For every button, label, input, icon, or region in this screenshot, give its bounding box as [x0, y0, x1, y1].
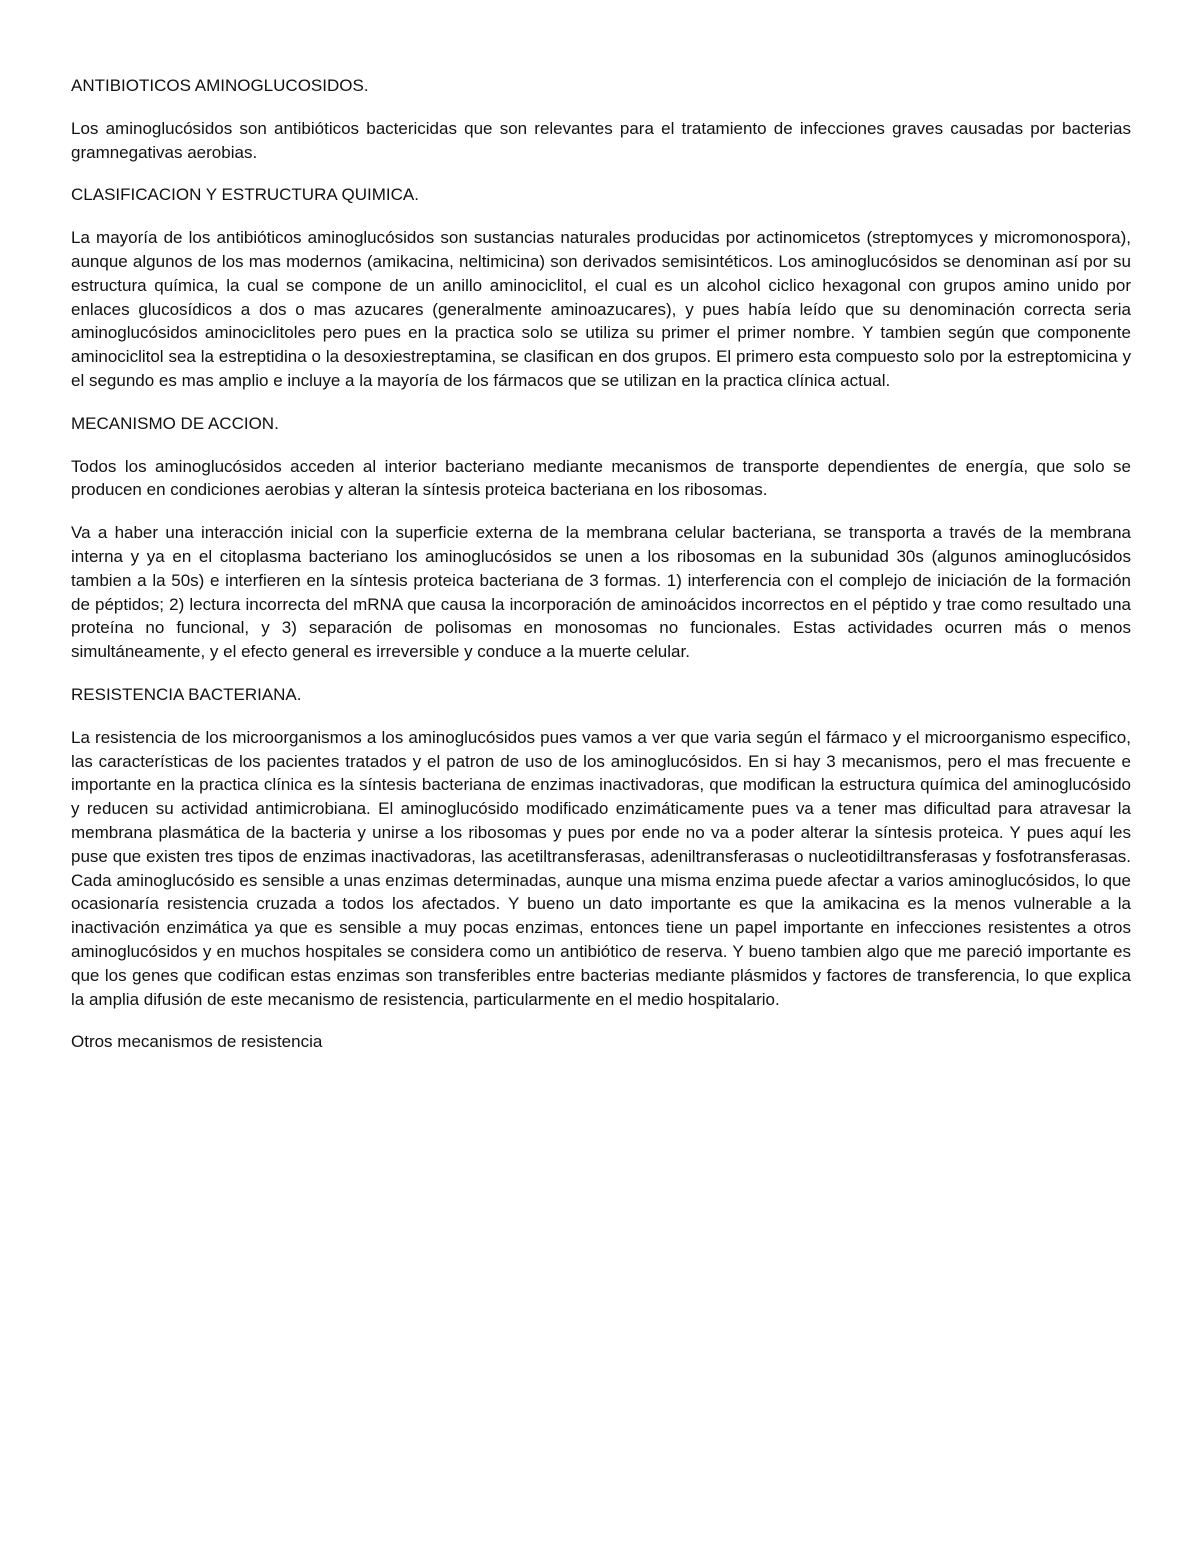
paragraph-mecanismo-2: Va a haber una interacción inicial con la superficie externa de la membrana celular bacteriana, se transporta a través de la membrana interna y ya en el citoplasma bacteriano los aminoglucósidos se unen a los ribosomas en la subunidad 30s (algunos aminoglucósidos tambien a la 50s) e interfieren en la síntesis proteica bacteriana de 3 formas. 1) interferencia con el complejo de iniciación de la formación de péptidos; 2) lectura incorrecta del mRNA que causa la incorporación de aminoácidos incorrectos en el péptido y trae como resultado una proteína no funcional, y 3) separación de polisomas en monosomas no funcionales. Estas actividades ocurren más o menos simultáneamente, y el efecto general es irreversible y conduce a la muerte celular.	[71, 523, 1131, 662]
paragraph-mecanismo-1: Todos los aminoglucósidos acceden al interior bacteriano mediante mecanismos de transporte dependientes de energía, que solo se producen en condiciones aerobias y alteran la síntesis proteica bacteriana en los ribosomas.	[71, 456, 1131, 500]
closing-line: Otros mecanismos de resistencia	[71, 1032, 323, 1052]
intro-paragraph: Los aminoglucósidos son antibióticos bactericidas que son relevantes para el tratamiento de infecciones graves causadas por bacterias gramnegativas aerobias.	[71, 118, 1131, 162]
section-heading-mecanismo: MECANISMO DE ACCION.	[71, 413, 279, 433]
section-heading-resistencia: RESISTENCIA BACTERIANA.	[71, 684, 302, 704]
paragraph-clasificacion: La mayoría de los antibióticos aminoglucósidos son sustancias naturales producidas por actinomicetos (streptomyces y micromonospora), aunque algunos de los mas modernos (amikacina, neltimicina) son derivados semisintéticos. Los aminoglucósidos se denominan así por su estructura química, la cual se compone de un anillo aminociclitol, el cual es un alcohol ciclico hexagonal con grupos amino unido por enlaces glucosídicos a dos o mas azucares (generalmente aminoazucares), y pues había leído que su denominación correcta seria aminoglucósidos aminociclitoles pero pues en la practica solo se utiliza su primer el primer nombre. Y tambien según que componente aminociclitol sea la estreptidina o la desoxiestreptamina, se clasifican en dos grupos. El primero esta compuesto solo por la estreptomicina y el segundo es mas amplio e incluye a la mayoría de los fármacos que se utilizan en la practica clínica actual.	[71, 228, 1131, 390]
document-title: ANTIBIOTICOS AMINOGLUCOSIDOS.	[71, 76, 369, 95]
section-heading-clasificacion: CLASIFICACION Y ESTRUCTURA QUIMICA.	[71, 185, 419, 205]
paragraph-resistencia: La resistencia de los microorganismos a los aminoglucósidos pues vamos a ver que varia según el fármaco y el microorganismo especifico, las características de los pacientes tratados y el patron de uso de los aminoglucósidos. En si hay 3 mecanismos, pero el mas frecuente e importante en la practica clínica es la síntesis bacteriana de enzimas inactivadoras, que modifican la estructura química del aminoglucósido y reducen su actividad antimicrobiana. El aminoglucósido modificado enzimáticamente pues va a tener mas dificultad para atravesar la membrana plasmática de la bacteria y unirse a los ribosomas y pues por ende no va a poder alterar la síntesis proteica. Y pues aquí les puse que existen tres tipos de enzimas inactivadoras, las acetiltransferasas, adeniltransferasas o nucleotidiltransferasas y fosfotransferasas. Cada aminoglucósido es sensible a unas enzimas determinadas, aunque una misma enzima puede afectar a varios aminoglucósidos, lo que ocasionaría resistencia cruzada a todos los afectados. Y bueno un dato importante es que la amikacina es la menos vulnerable a la inactivación enzimática ya que es sensible a muy pocas enzimas, entonces tiene un papel importante en infecciones resistentes a otros aminoglucósidos y en muchos hospitales se considera como un antibiótico de reserva. Y bueno tambien algo que me pareció importante es que los genes que codifican estas enzimas son transferibles entre bacterias mediante plásmidos y factores de transferencia, lo que explica la amplia difusión de este mecanismo de resistencia, particularmente en el medio hospitalario.	[71, 727, 1131, 1009]
document-page	[71, 74, 1131, 1073]
